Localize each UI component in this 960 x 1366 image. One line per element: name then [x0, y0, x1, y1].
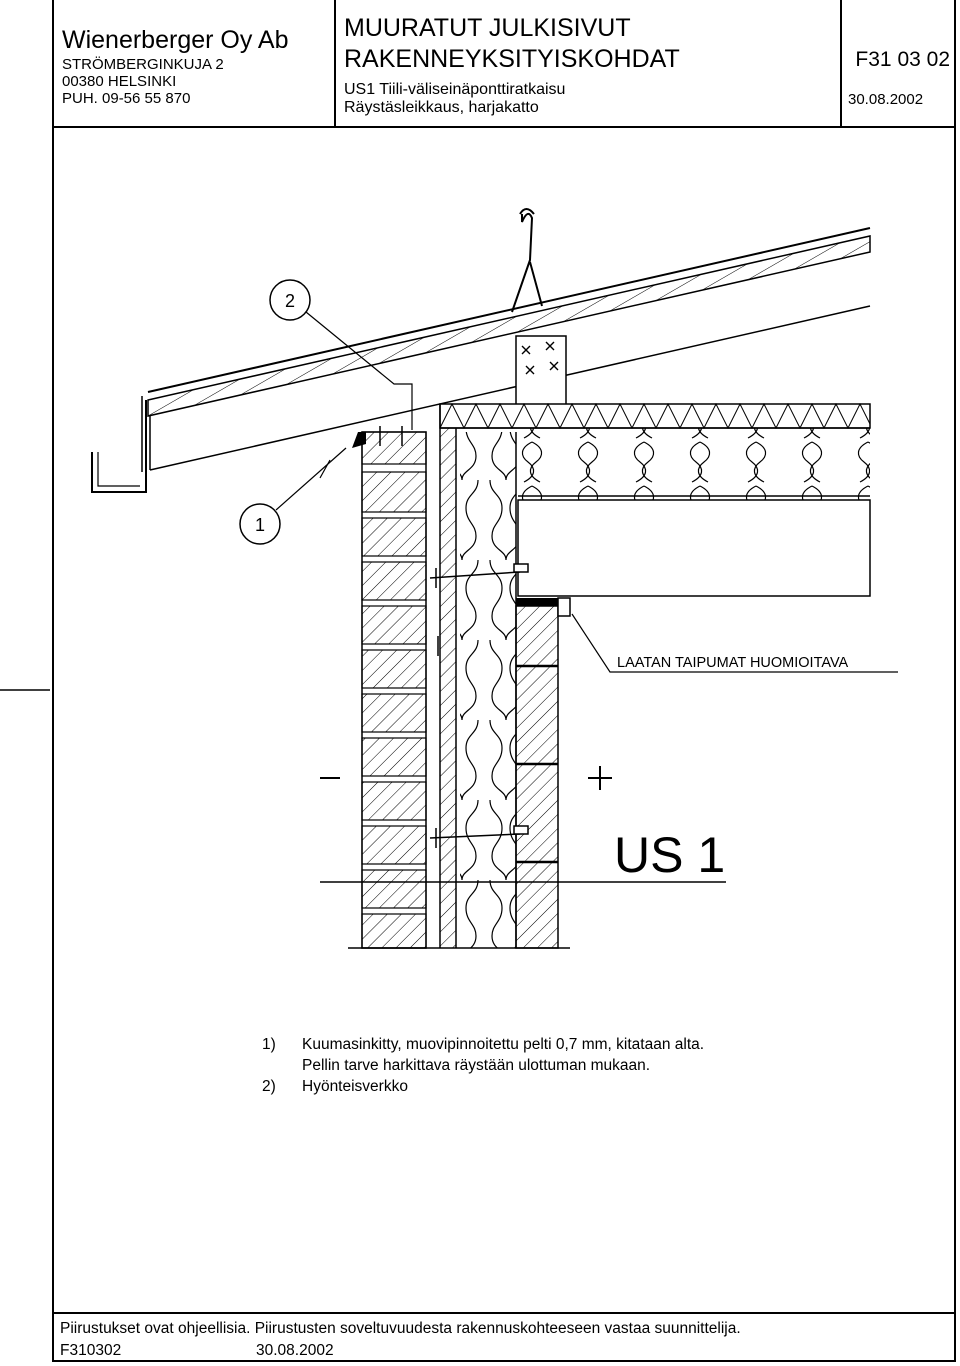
roof-insulation [518, 428, 870, 500]
wall-type-label: US 1 [614, 827, 726, 883]
note-1b-text: Pellin tarve harkittava räystään ulottuman mukaan. [302, 1057, 651, 1074]
footer [52, 1312, 956, 1359]
footer-date: 30.08.2002 [256, 1342, 334, 1359]
note-2-text: Hyönteisverkko [302, 1078, 408, 1095]
main-title-line2: RAKENNEYKSITYISKOHDAT [344, 45, 680, 73]
footer-disclaimer: Piirustukset ovat ohjeellisia. Piirustusten soveltuvuudesta rakennuskohteeseen vastaa suunnittelija. [60, 1320, 741, 1337]
concrete-slab [518, 496, 870, 596]
main-title-line1: MUURATUT JULKISIVUT [344, 14, 631, 42]
drawing-date: 30.08.2002 [848, 91, 924, 108]
eaves-gutter [92, 400, 146, 492]
company-city: 00380 HELSINKI [62, 73, 177, 90]
deflection-note: LAATAN TAIPUMAT HUOMIOITAVA [617, 655, 849, 671]
callout-2-label: 2 [284, 291, 296, 311]
drawing-code: F31 03 02 [855, 48, 950, 71]
brick-outer-leaf [362, 432, 426, 948]
brick-inner-leaf [516, 598, 570, 948]
wall-insulation [440, 404, 516, 948]
note-2-num: 2) [262, 1078, 276, 1095]
deflection-annotation [572, 614, 898, 672]
company-street: STRÖMBERGINKUJA 2 [62, 56, 224, 73]
fixing-plate [516, 336, 566, 406]
note-1-num: 1) [262, 1036, 276, 1053]
company-phone: PUH. 09-56 55 870 [62, 90, 191, 107]
subtitle-line1: US1 Tiili-väliseinäponttiratkaisu [344, 81, 566, 98]
roof-bracket [512, 209, 542, 312]
subtitle-line2: Räystäsleikkaus, harjakatto [344, 99, 539, 116]
note-1-text: Kuumasinkitty, muovipinnoitettu pelti 0,7 mm, kitataan alta. [302, 1036, 705, 1053]
callout-1-label: 1 [254, 515, 266, 535]
callout-1 [240, 448, 346, 544]
company-name: Wienerberger Oy Ab [62, 26, 289, 54]
footer-code: F310302 [60, 1342, 122, 1359]
